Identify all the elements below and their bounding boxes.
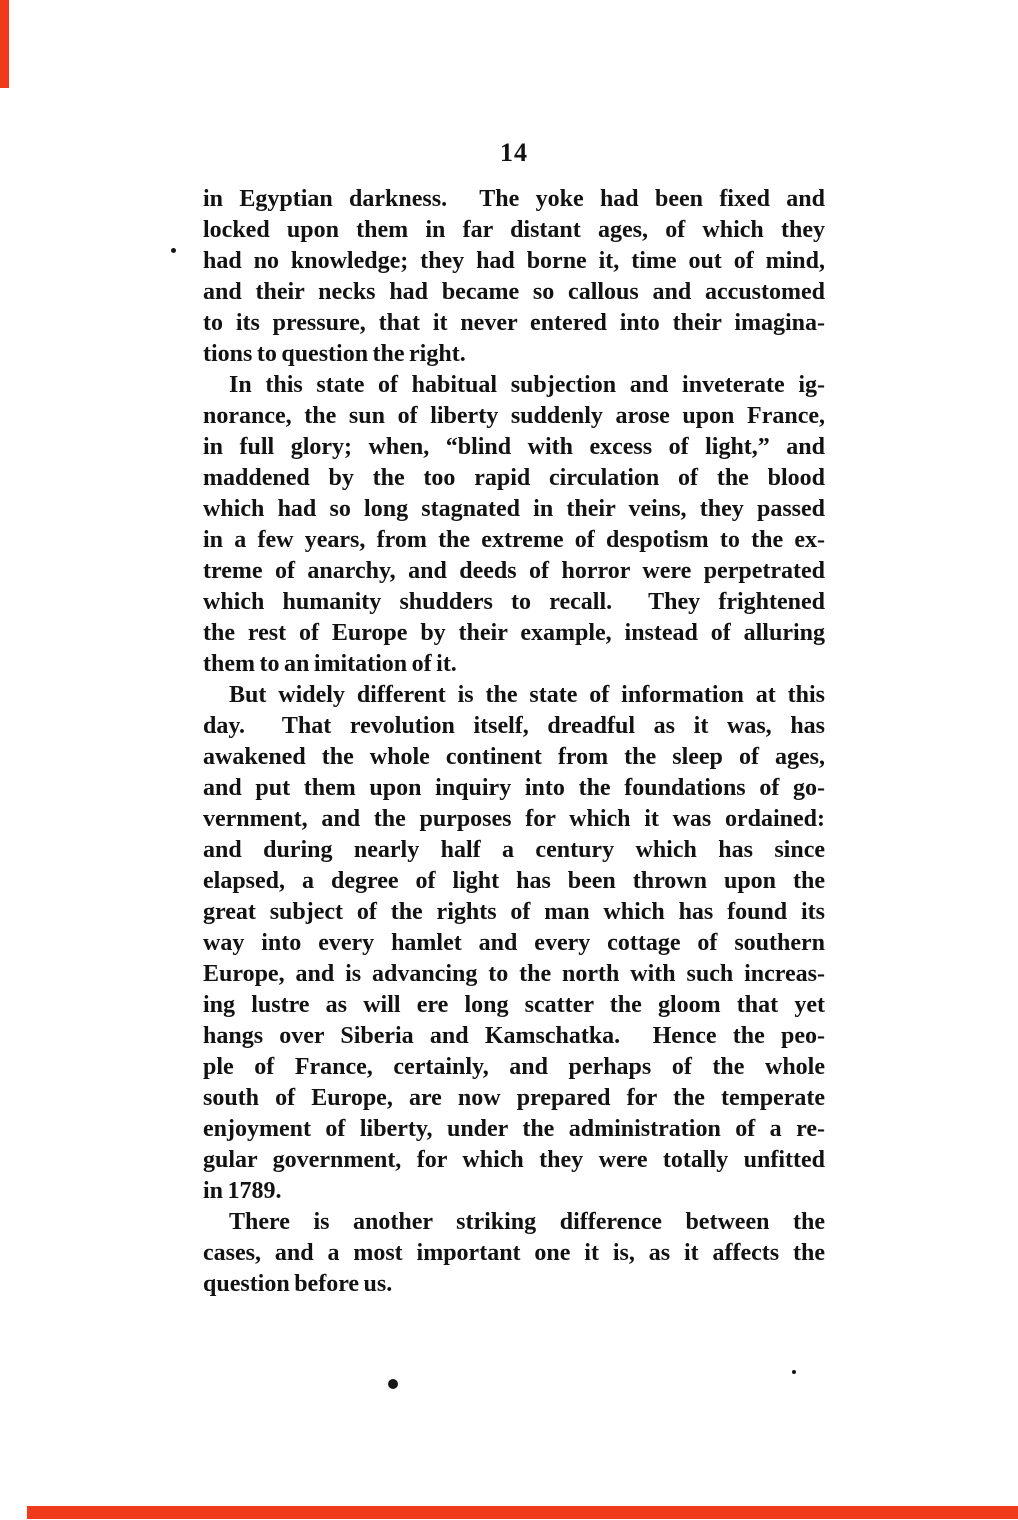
text-line: In this state of habitual subjection and inveterate ig- — [229, 372, 825, 398]
ink-speck — [171, 248, 176, 253]
text-line: elapsed, a degree of light has been thrown upon the — [203, 868, 825, 894]
text-line: There is another striking difference between the — [229, 1209, 825, 1235]
text-line: maddened by the too rapid circulation of the blood — [203, 465, 825, 491]
text-line: hangs over Siberia and Kamschatka. Hence the peo- — [203, 1023, 825, 1049]
text-line: vernment, and the purposes for which it was ordained: — [203, 806, 825, 832]
text-line: But widely different is the state of information at this — [229, 682, 825, 708]
text-line: ple of France, certainly, and perhaps of the whole — [203, 1054, 825, 1080]
text-line: locked upon them in far distant ages, of which they — [203, 217, 825, 243]
text-line: to its pressure, that it never entered into their imagina- — [203, 310, 825, 336]
text-line: which had so long stagnated in their veins, they passed — [203, 496, 825, 522]
text-line: in full glory; when, “blind with excess of light,” and — [203, 434, 825, 460]
text-line: south of Europe, are now prepared for the temperate — [203, 1085, 825, 1111]
ink-speck — [792, 1370, 796, 1374]
text-line: treme of anarchy, and deeds of horror were perpetrated — [203, 558, 825, 584]
page-text — [203, 184, 825, 1300]
text-line: day. That revolution itself, dreadful as it was, has — [203, 713, 825, 739]
text-line: and their necks had became so callous and accustomed — [203, 279, 825, 305]
text-line: question before us. — [203, 1271, 393, 1297]
text-line: in Egyptian darkness. The yoke had been fixed and — [203, 186, 825, 212]
ink-speck — [388, 1379, 398, 1389]
text-line: in a few years, from the extreme of despotism to the ex- — [203, 527, 825, 553]
scan-edge-mark-left — [0, 0, 9, 88]
text-line: which humanity shudders to recall. They frightened — [203, 589, 825, 615]
text-line: the rest of Europe by their example, instead of alluring — [203, 620, 825, 646]
text-line: tions to question the right. — [203, 341, 466, 367]
text-line: cases, and a most important one it is, as it affects the — [203, 1240, 825, 1266]
text-line: great subject of the rights of man which has found its — [203, 899, 825, 925]
page-number: 14 — [500, 138, 528, 167]
text-line: and during nearly half a century which has since — [203, 837, 825, 863]
text-line: way into every hamlet and every cottage of southern — [203, 930, 825, 956]
text-line: awakened the whole continent from the sleep of ages, — [203, 744, 825, 770]
text-line: enjoyment of liberty, under the administration of a re- — [203, 1116, 825, 1142]
text-line: gular government, for which they were totally unfitted — [203, 1147, 825, 1173]
text-line: in 1789. — [203, 1178, 282, 1204]
text-line: Europe, and is advancing to the north with such increas- — [203, 961, 825, 987]
text-line: them to an imitation of it. — [203, 651, 457, 677]
text-line: and put them upon inquiry into the foundations of go- — [203, 775, 825, 801]
text-line: norance, the sun of liberty suddenly arose upon France, — [203, 403, 825, 429]
text-line: had no knowledge; they had borne it, time out of mind, — [203, 248, 825, 274]
text-line: ing lustre as will ere long scatter the gloom that yet — [203, 992, 825, 1018]
scan-edge-mark-bottom — [27, 1506, 1018, 1519]
